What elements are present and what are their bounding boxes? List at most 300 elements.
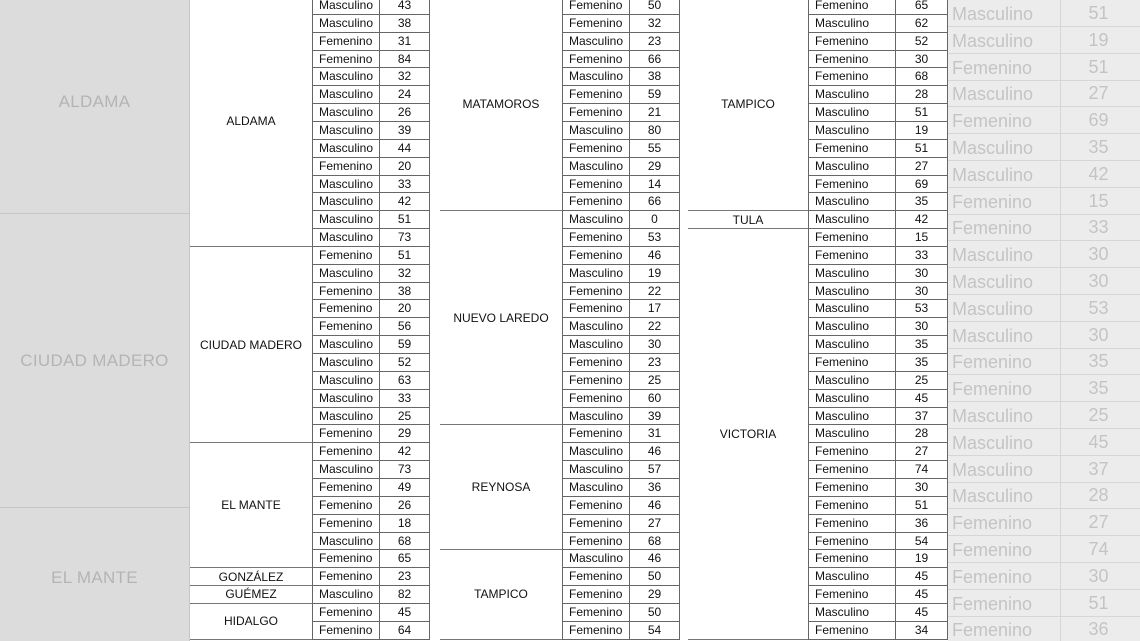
gender-cell: Masculino xyxy=(562,336,630,353)
gender-cell: Femenino xyxy=(808,479,896,496)
right-panel-row xyxy=(948,590,1140,617)
right-panel-age: 30 xyxy=(1060,563,1136,589)
gender-cell: Femenino xyxy=(562,515,630,532)
age-cell: 35 xyxy=(896,193,948,210)
gender-cell: Masculino xyxy=(312,533,380,550)
right-panel-row xyxy=(948,0,1140,27)
gender-cell: Masculino xyxy=(312,354,380,371)
age-cell: 27 xyxy=(896,158,948,175)
gender-cell: Femenino xyxy=(312,550,380,567)
age-cell: 82 xyxy=(380,586,430,603)
age-cell: 45 xyxy=(896,586,948,603)
table-row xyxy=(312,229,430,247)
age-cell: 45 xyxy=(896,604,948,621)
gender-cell: Masculino xyxy=(312,265,380,282)
right-panel-row xyxy=(948,375,1140,402)
gender-cell: Femenino xyxy=(562,390,630,407)
right-panel-row xyxy=(948,214,1140,241)
table-row xyxy=(808,408,948,426)
age-cell: 80 xyxy=(630,122,680,139)
table-row xyxy=(562,408,680,426)
age-cell: 30 xyxy=(896,318,948,335)
age-cell: 34 xyxy=(896,622,948,639)
age-cell: 46 xyxy=(630,247,680,264)
right-panel-gender: Masculino xyxy=(952,459,1034,480)
gender-cell: Masculino xyxy=(562,408,630,425)
table-row xyxy=(808,140,948,158)
table-row xyxy=(808,51,948,69)
right-panel-age: 45 xyxy=(1060,429,1136,455)
table-row xyxy=(312,372,430,390)
right-panel-gender: Femenino xyxy=(952,218,1033,239)
right-panel-row xyxy=(948,161,1140,188)
gender-cell: Masculino xyxy=(562,211,630,228)
age-cell: 50 xyxy=(630,604,680,621)
gender-cell: Femenino xyxy=(312,568,380,585)
right-panel-row xyxy=(948,27,1140,54)
age-cell: 54 xyxy=(630,622,680,639)
gender-cell: Masculino xyxy=(312,229,380,246)
gender-cell: Masculino xyxy=(808,568,896,585)
age-cell: 51 xyxy=(380,247,430,264)
age-cell: 84 xyxy=(380,51,430,68)
age-cell: 35 xyxy=(896,336,948,353)
table-row xyxy=(562,586,680,604)
gender-cell: Femenino xyxy=(562,51,630,68)
table-row xyxy=(312,550,430,568)
table-row xyxy=(808,354,948,372)
gender-cell: Femenino xyxy=(312,318,380,335)
table-row xyxy=(808,68,948,86)
municipio-name: MATAMOROS xyxy=(440,0,562,211)
age-cell: 54 xyxy=(896,533,948,550)
table-row xyxy=(808,372,948,390)
age-cell: 59 xyxy=(630,86,680,103)
table-row xyxy=(312,515,430,533)
age-cell: 20 xyxy=(380,300,430,317)
table-row xyxy=(312,0,430,15)
gender-cell: Femenino xyxy=(808,550,896,567)
age-cell: 30 xyxy=(896,283,948,300)
right-panel-age: 37 xyxy=(1060,456,1136,482)
right-panel-gender: Masculino xyxy=(952,432,1034,453)
right-panel-gender: Femenino xyxy=(952,111,1033,132)
gender-cell: Masculino xyxy=(808,336,896,353)
table-row xyxy=(312,408,430,426)
gender-cell: Masculino xyxy=(562,33,630,50)
table-row xyxy=(808,318,948,336)
right-panel-row xyxy=(948,482,1140,509)
table-row xyxy=(312,568,430,586)
table-row xyxy=(562,211,680,229)
table-row xyxy=(562,300,680,318)
right-panel-age: 53 xyxy=(1060,295,1136,321)
gender-cell: Masculino xyxy=(562,265,630,282)
table-row xyxy=(562,372,680,390)
age-cell: 29 xyxy=(630,586,680,603)
age-cell: 21 xyxy=(630,104,680,121)
age-cell: 23 xyxy=(630,33,680,50)
age-cell: 42 xyxy=(380,443,430,460)
gender-cell: Femenino xyxy=(808,622,896,639)
right-panel-gender: Masculino xyxy=(952,245,1034,266)
right-panel-row xyxy=(948,402,1140,429)
gender-cell: Masculino xyxy=(808,390,896,407)
table-row xyxy=(312,104,430,122)
gender-cell: Femenino xyxy=(312,425,380,442)
table-row xyxy=(312,586,430,604)
table-row xyxy=(562,515,680,533)
table-row xyxy=(808,425,948,443)
table-row xyxy=(808,158,948,176)
table-row xyxy=(562,425,680,443)
gender-cell: Femenino xyxy=(312,247,380,264)
gender-cell: Masculino xyxy=(808,15,896,32)
table-row xyxy=(808,176,948,194)
right-panel-gender: Femenino xyxy=(952,379,1033,400)
age-cell: 36 xyxy=(630,479,680,496)
age-cell: 53 xyxy=(630,229,680,246)
age-cell: 35 xyxy=(896,354,948,371)
table-row xyxy=(562,86,680,104)
gender-cell: Femenino xyxy=(312,622,380,639)
right-panel-age: 35 xyxy=(1060,134,1136,160)
gender-cell: Femenino xyxy=(562,283,630,300)
municipio-name: EL MANTE xyxy=(190,443,312,568)
table-row xyxy=(808,0,948,15)
right-panel-age: 35 xyxy=(1060,375,1136,401)
table-row xyxy=(562,265,680,283)
right-panel-gender: Masculino xyxy=(952,325,1034,346)
table-row xyxy=(312,336,430,354)
table-row xyxy=(808,229,948,247)
age-cell: 22 xyxy=(630,283,680,300)
right-panel-gender: Femenino xyxy=(952,540,1033,560)
table-row xyxy=(562,604,680,622)
gender-cell: Masculino xyxy=(562,318,630,335)
gender-cell: Femenino xyxy=(808,461,896,478)
age-cell: 31 xyxy=(380,33,430,50)
age-cell: 62 xyxy=(896,15,948,32)
table-row xyxy=(312,265,430,283)
right-panel-row xyxy=(948,268,1140,295)
table-row xyxy=(562,122,680,140)
age-cell: 66 xyxy=(630,51,680,68)
age-cell: 25 xyxy=(380,408,430,425)
age-cell: 51 xyxy=(896,497,948,514)
table-row xyxy=(312,479,430,497)
age-cell: 44 xyxy=(380,140,430,157)
age-cell: 24 xyxy=(380,86,430,103)
gender-cell: Femenino xyxy=(808,229,896,246)
table-row xyxy=(562,176,680,194)
right-panel-row xyxy=(948,295,1140,322)
gender-cell: Femenino xyxy=(562,104,630,121)
table-row xyxy=(312,193,430,211)
age-cell: 50 xyxy=(630,568,680,585)
table-row xyxy=(562,461,680,479)
gender-cell: Masculino xyxy=(808,211,896,228)
table-row xyxy=(808,622,948,640)
right-panel-age: 27 xyxy=(1060,80,1136,106)
table-row xyxy=(562,247,680,265)
table-row xyxy=(562,283,680,301)
gender-cell: Femenino xyxy=(562,86,630,103)
table-row xyxy=(808,265,948,283)
gender-cell: Femenino xyxy=(562,229,630,246)
table-row xyxy=(562,140,680,158)
age-cell: 26 xyxy=(380,497,430,514)
gender-cell: Femenino xyxy=(562,193,630,210)
gender-cell: Femenino xyxy=(808,515,896,532)
gender-cell: Masculino xyxy=(562,550,630,567)
table-row xyxy=(562,68,680,86)
right-panel-age: 51 xyxy=(1060,0,1136,26)
gender-cell: Masculino xyxy=(562,479,630,496)
age-cell: 18 xyxy=(380,515,430,532)
gender-cell: Masculino xyxy=(312,176,380,193)
table-row xyxy=(312,354,430,372)
age-cell: 27 xyxy=(896,443,948,460)
gender-cell: Femenino xyxy=(312,283,380,300)
table-row xyxy=(562,479,680,497)
gender-cell: Femenino xyxy=(562,354,630,371)
table-row xyxy=(312,15,430,33)
gender-cell: Masculino xyxy=(312,461,380,478)
gender-cell: Femenino xyxy=(562,425,630,442)
gender-cell: Masculino xyxy=(312,122,380,139)
gender-cell: Masculino xyxy=(312,140,380,157)
age-cell: 53 xyxy=(896,300,948,317)
table-row xyxy=(312,140,430,158)
table-row xyxy=(808,497,948,515)
age-cell: 29 xyxy=(630,158,680,175)
left-panel-label: CIUDAD MADERO xyxy=(20,350,169,370)
table-row xyxy=(312,461,430,479)
right-panel-age: 35 xyxy=(1060,348,1136,374)
table-row xyxy=(312,158,430,176)
gender-cell: Masculino xyxy=(808,86,896,103)
table-row xyxy=(808,533,948,551)
table-row xyxy=(562,443,680,461)
right-panel-gender: Masculino xyxy=(952,298,1034,319)
municipio-name: CIUDAD MADERO xyxy=(190,247,312,443)
gender-cell: Femenino xyxy=(562,140,630,157)
table-row xyxy=(562,0,680,15)
right-panel-gender: Masculino xyxy=(952,84,1034,105)
table-row xyxy=(808,586,948,604)
age-cell: 65 xyxy=(380,550,430,567)
age-cell: 28 xyxy=(896,86,948,103)
age-cell: 28 xyxy=(896,425,948,442)
gender-cell: Masculino xyxy=(808,104,896,121)
table-row xyxy=(562,336,680,354)
right-panel-row xyxy=(948,616,1140,641)
right-panel-row xyxy=(948,54,1140,81)
right-panel-row xyxy=(948,107,1140,134)
age-cell: 30 xyxy=(896,265,948,282)
age-cell: 23 xyxy=(630,354,680,371)
gender-cell: Masculino xyxy=(312,86,380,103)
age-cell: 51 xyxy=(896,140,948,157)
table-row xyxy=(312,604,430,622)
table-row xyxy=(562,229,680,247)
left-panel-cell xyxy=(0,214,190,508)
age-cell: 37 xyxy=(896,408,948,425)
table-row xyxy=(808,104,948,122)
right-panel-gender: Femenino xyxy=(952,620,1033,641)
gender-cell: Masculino xyxy=(808,408,896,425)
age-cell: 42 xyxy=(896,211,948,228)
table-row xyxy=(808,193,948,211)
table-row xyxy=(808,283,948,301)
table-row xyxy=(312,497,430,515)
age-cell: 43 xyxy=(380,0,430,14)
age-cell: 38 xyxy=(380,283,430,300)
table-row xyxy=(808,15,948,33)
table-row xyxy=(312,318,430,336)
age-cell: 22 xyxy=(630,318,680,335)
right-panel-age: 27 xyxy=(1060,509,1136,535)
age-cell: 46 xyxy=(630,497,680,514)
age-cell: 69 xyxy=(896,176,948,193)
right-panel-row xyxy=(948,348,1140,375)
age-cell: 38 xyxy=(380,15,430,32)
table-row xyxy=(312,86,430,104)
municipio-name: REYNOSA xyxy=(440,425,562,550)
age-cell: 50 xyxy=(630,0,680,14)
table-row xyxy=(808,443,948,461)
right-panel-gender: Femenino xyxy=(952,352,1033,373)
age-cell: 45 xyxy=(380,604,430,621)
right-panel-gender: Masculino xyxy=(952,164,1034,185)
age-cell: 31 xyxy=(630,425,680,442)
table-row xyxy=(562,33,680,51)
table-row xyxy=(562,622,680,640)
age-cell: 46 xyxy=(630,443,680,460)
municipio-table xyxy=(688,0,948,641)
age-cell: 19 xyxy=(630,265,680,282)
gender-cell: Femenino xyxy=(562,247,630,264)
right-panel-age: 51 xyxy=(1060,590,1136,616)
age-cell: 68 xyxy=(630,533,680,550)
gender-cell: Femenino xyxy=(312,443,380,460)
age-cell: 33 xyxy=(380,176,430,193)
table-row xyxy=(562,158,680,176)
age-cell: 68 xyxy=(380,533,430,550)
age-cell: 65 xyxy=(896,0,948,14)
right-panel-age: 51 xyxy=(1060,54,1136,80)
table-row xyxy=(562,568,680,586)
age-cell: 74 xyxy=(896,461,948,478)
right-panel-gender: Femenino xyxy=(952,513,1033,534)
table-row xyxy=(562,15,680,33)
table-row xyxy=(562,193,680,211)
gender-cell: Femenino xyxy=(808,443,896,460)
table-row xyxy=(808,568,948,586)
gender-cell: Masculino xyxy=(808,283,896,300)
gender-cell: Femenino xyxy=(312,51,380,68)
gender-cell: Masculino xyxy=(312,586,380,603)
table-row xyxy=(808,211,948,229)
right-panel-gender: Masculino xyxy=(952,138,1034,158)
right-panel-age: 19 xyxy=(1060,27,1136,53)
gender-cell: Masculino xyxy=(808,318,896,335)
age-cell: 27 xyxy=(630,515,680,532)
age-cell: 55 xyxy=(630,140,680,157)
gender-cell: Masculino xyxy=(562,443,630,460)
gender-cell: Masculino xyxy=(562,68,630,85)
gender-cell: Femenino xyxy=(562,586,630,603)
right-panel-gender: Femenino xyxy=(952,191,1033,212)
gender-cell: Femenino xyxy=(562,497,630,514)
gender-cell: Masculino xyxy=(312,104,380,121)
table-row xyxy=(808,336,948,354)
gender-cell: Femenino xyxy=(808,140,896,157)
table-row xyxy=(808,461,948,479)
age-cell: 73 xyxy=(380,229,430,246)
age-cell: 23 xyxy=(380,568,430,585)
gender-cell: Femenino xyxy=(312,33,380,50)
right-panel-row xyxy=(948,509,1140,536)
gender-cell: Femenino xyxy=(562,568,630,585)
age-cell: 51 xyxy=(896,104,948,121)
gender-cell: Masculino xyxy=(562,122,630,139)
municipio-name: VICTORIA xyxy=(688,229,808,640)
right-panel-row xyxy=(948,563,1140,590)
right-panel-age: 74 xyxy=(1060,536,1136,562)
right-panel-age: 28 xyxy=(1060,482,1136,508)
right-panel-gender: Femenino xyxy=(952,57,1033,78)
age-cell: 14 xyxy=(630,176,680,193)
gender-cell: Masculino xyxy=(312,211,380,228)
table-row xyxy=(808,479,948,497)
municipio-name: TULA xyxy=(688,211,808,229)
gender-cell: Femenino xyxy=(562,622,630,639)
age-cell: 20 xyxy=(380,158,430,175)
municipio-table xyxy=(440,0,688,641)
age-cell: 19 xyxy=(896,122,948,139)
table-row xyxy=(312,425,430,443)
age-cell: 30 xyxy=(896,479,948,496)
right-panel-age: 36 xyxy=(1060,616,1136,641)
gender-cell: Femenino xyxy=(808,586,896,603)
age-cell: 32 xyxy=(380,265,430,282)
table-row xyxy=(808,550,948,568)
age-cell: 63 xyxy=(380,372,430,389)
gender-cell: Masculino xyxy=(562,158,630,175)
municipio-name: HIDALGO xyxy=(190,604,312,640)
table-row xyxy=(808,33,948,51)
age-cell: 68 xyxy=(896,68,948,85)
right-panel-row xyxy=(948,322,1140,349)
age-cell: 15 xyxy=(896,229,948,246)
municipio-name: NUEVO LAREDO xyxy=(440,211,562,425)
municipio-table xyxy=(190,0,440,641)
age-cell: 52 xyxy=(380,354,430,371)
left-panel-cell xyxy=(0,508,190,641)
gender-cell: Femenino xyxy=(312,515,380,532)
right-panel-age: 33 xyxy=(1060,214,1136,240)
right-panel-row xyxy=(948,188,1140,215)
right-panel-row xyxy=(948,80,1140,107)
gender-cell: Femenino xyxy=(562,300,630,317)
gender-cell: Masculino xyxy=(808,158,896,175)
table-row xyxy=(808,122,948,140)
gender-cell: Masculino xyxy=(562,461,630,478)
gender-cell: Femenino xyxy=(562,15,630,32)
age-cell: 29 xyxy=(380,425,430,442)
